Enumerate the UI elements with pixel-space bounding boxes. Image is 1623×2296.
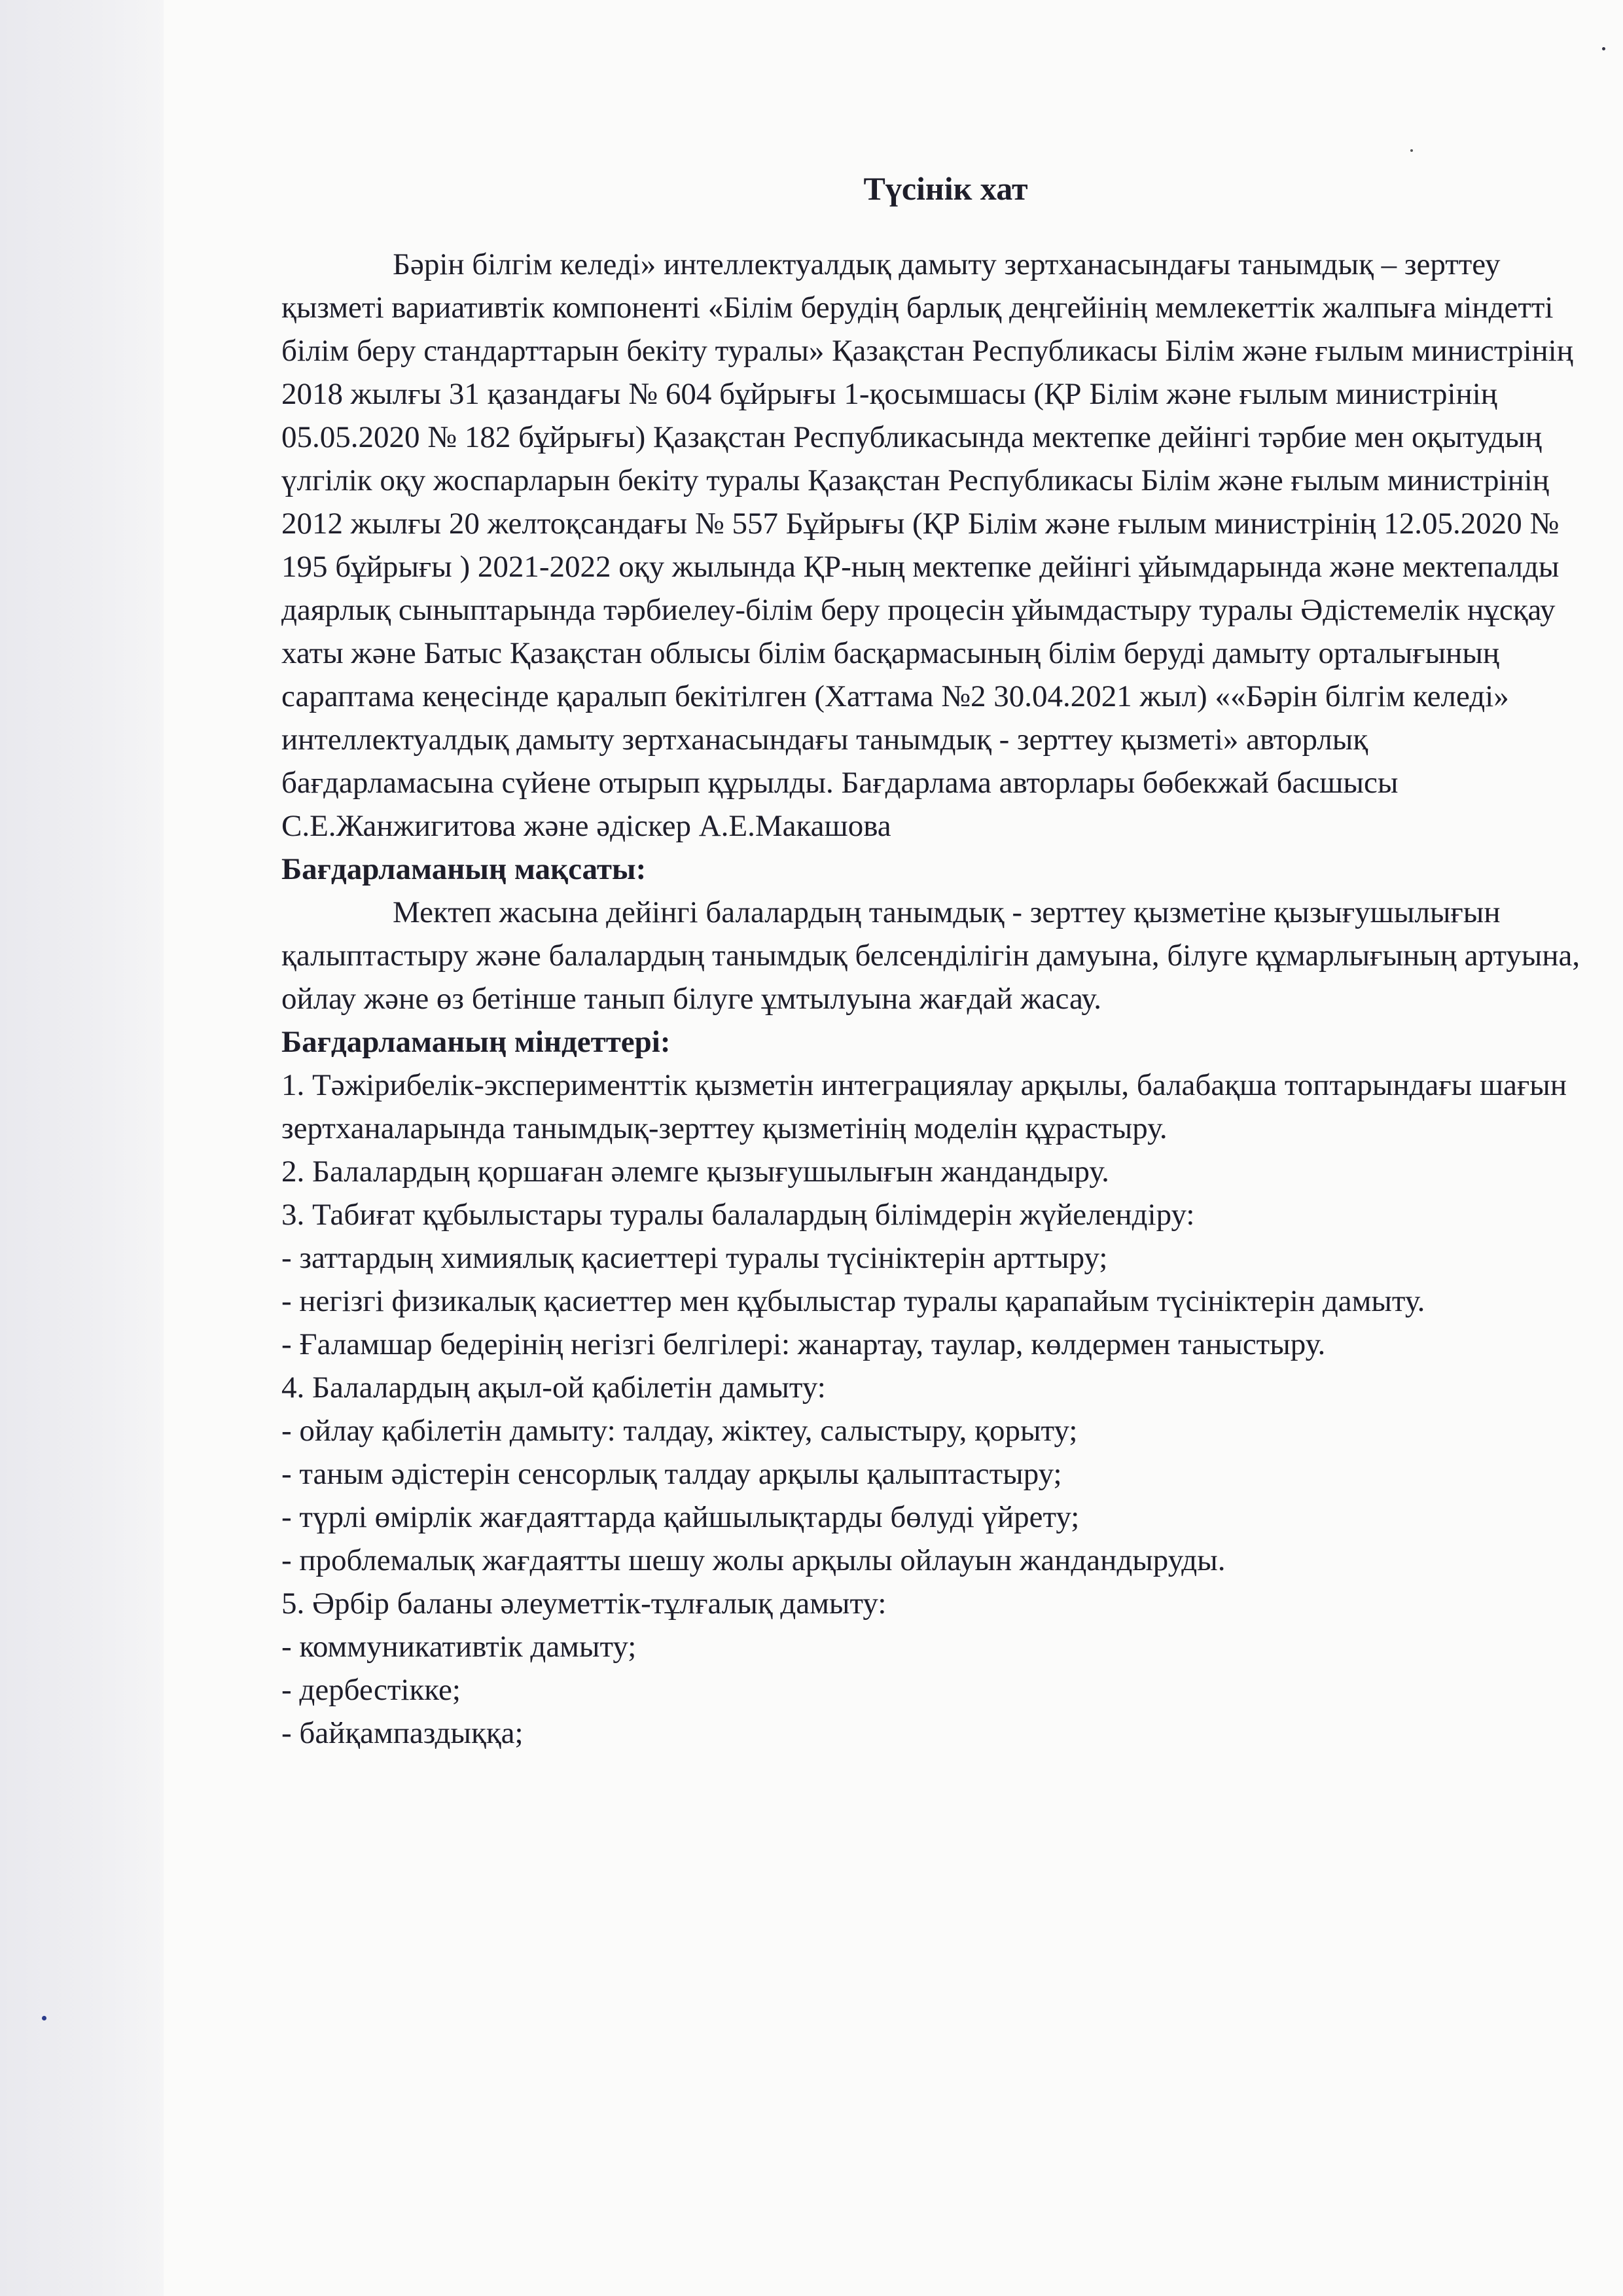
task-item: 2. Балалардың қоршаған әлемге қызығушылығын жандандыру.	[281, 1155, 1109, 1189]
document-title: Түсінік хат	[863, 170, 1028, 207]
task-item: - коммуникативтік дамыту;	[281, 1630, 637, 1664]
scan-speck	[42, 2016, 46, 2020]
tasks-heading: Бағдарламаның міндеттері:	[281, 1025, 671, 1059]
task-item: - дербестікке;	[281, 1673, 461, 1707]
scan-speck	[1602, 47, 1605, 50]
task-item: 4. Балалардың ақыл-ой қабілетін дамыту:	[281, 1371, 826, 1405]
task-item: - байқампаздыққа;	[281, 1716, 524, 1750]
document-body	[281, 167, 1584, 1755]
task-item: - проблемалық жағдаятты шешу жолы арқылы ойлауын жандандыруды.	[281, 1543, 1226, 1577]
task-item: - таным әдістерін сенсорлық талдау арқылы қалыптастыру;	[281, 1457, 1062, 1491]
scan-margin	[0, 0, 164, 2296]
task-item: 3. Табиғат құбылыстары туралы балалардың білімдерін жүйелендіру:	[281, 1198, 1195, 1232]
task-item: - негізгі физикалық қасиеттер мен құбылыстар туралы қарапайым түсініктерін дамыту.	[281, 1284, 1425, 1318]
scan-speck	[1410, 149, 1413, 152]
task-item: - ойлау қабілетін дамыту: талдау, жіктеу, салыстыру, қорыту;	[281, 1414, 1078, 1448]
tasks-list	[281, 1064, 1584, 1755]
task-item: - түрлі өмірлік жағдаяттарда қайшылықтарды бөлуді үйрету;	[281, 1500, 1080, 1534]
task-item: - заттардың химиялық қасиеттері туралы түсініктерін арттыру;	[281, 1241, 1108, 1275]
task-item: 1. Тәжірибелік-эксперименттік қызметін интеграциялау арқылы, балабақша топтарындағы шағын зертханаларында танымдық-зерттеу қызметінің моделін құрастыру.	[281, 1068, 1567, 1145]
goal-paragraph: Мектеп жасына дейінгі балалардың танымдық - зерттеу қызметіне қызығушылығын қалыптастыру және балалардың танымдық белсенділігін дамуына, білуге құмарлығының артуына, ойлау және өз бетінше танып білуге ұмтылуына жағдай жасау.	[281, 895, 1580, 1016]
task-item: - Ғаламшар бедерінің негізгі белгілері: жанартау, таулар, көлдермен таныстыру.	[281, 1327, 1326, 1361]
goal-heading: Бағдарламаның мақсаты:	[281, 852, 647, 886]
intro-paragraph: Бәрін білгім келеді» интеллектуалдық дамыту зертханасындағы танымдық – зерттеу қызметі вариативтік компоненті «Білім берудің барлық деңгейінің мемлекеттік жалпыға міндетті білім беру стандарттарын бекіту туралы» Қазақстан Республикасы Білім және ғылым министрінің 2018 жылғы 31 қазандағы № 604 бұйрығы 1-қосымшасы (ҚР Білім және ғылым министрінің 05.05.2020 № 182 бұйрығы) Қазақстан Республикасында мектепке дейінгі тәрбие мен оқытудың үлгілік оқу жоспарларын бекіту туралы Қазақстан Республикасы Білім және ғылым министрінің 2012 жылғы 20 желтоқсандағы № 557 Бұйрығы (ҚР Білім және ғылым министрінің 12.05.2020 № 195 бұйрығы ) 2021-2022 оқу жылында ҚР-ның мектепке дейінгі ұйымдарында және мектепалды даярлық сыныптарында тәрбиелеу-білім беру процесін ұйымдастыру туралы Әдістемелік нұсқау хаты және Батыс Қазақстан облысы білім басқармасының білім беруді дамыту орталығының сараптама кеңесінде қаралып бекітілген (Хаттама №2 30.04.2021 жыл) ««Бәрін білгім келеді» интеллектуалдық дамыту зертханасындағы танымдық - зерттеу қызметі» авторлық бағдарламасына сүйене отырып құрылды. Бағдарлама авторлары бөбекжай басшысы С.Е.Жанжигитова және әдіскер А.Е.Макашова	[281, 247, 1573, 843]
task-item: 5. Әрбір баланы әлеуметтік-тұлғалық дамыту:	[281, 1587, 887, 1621]
